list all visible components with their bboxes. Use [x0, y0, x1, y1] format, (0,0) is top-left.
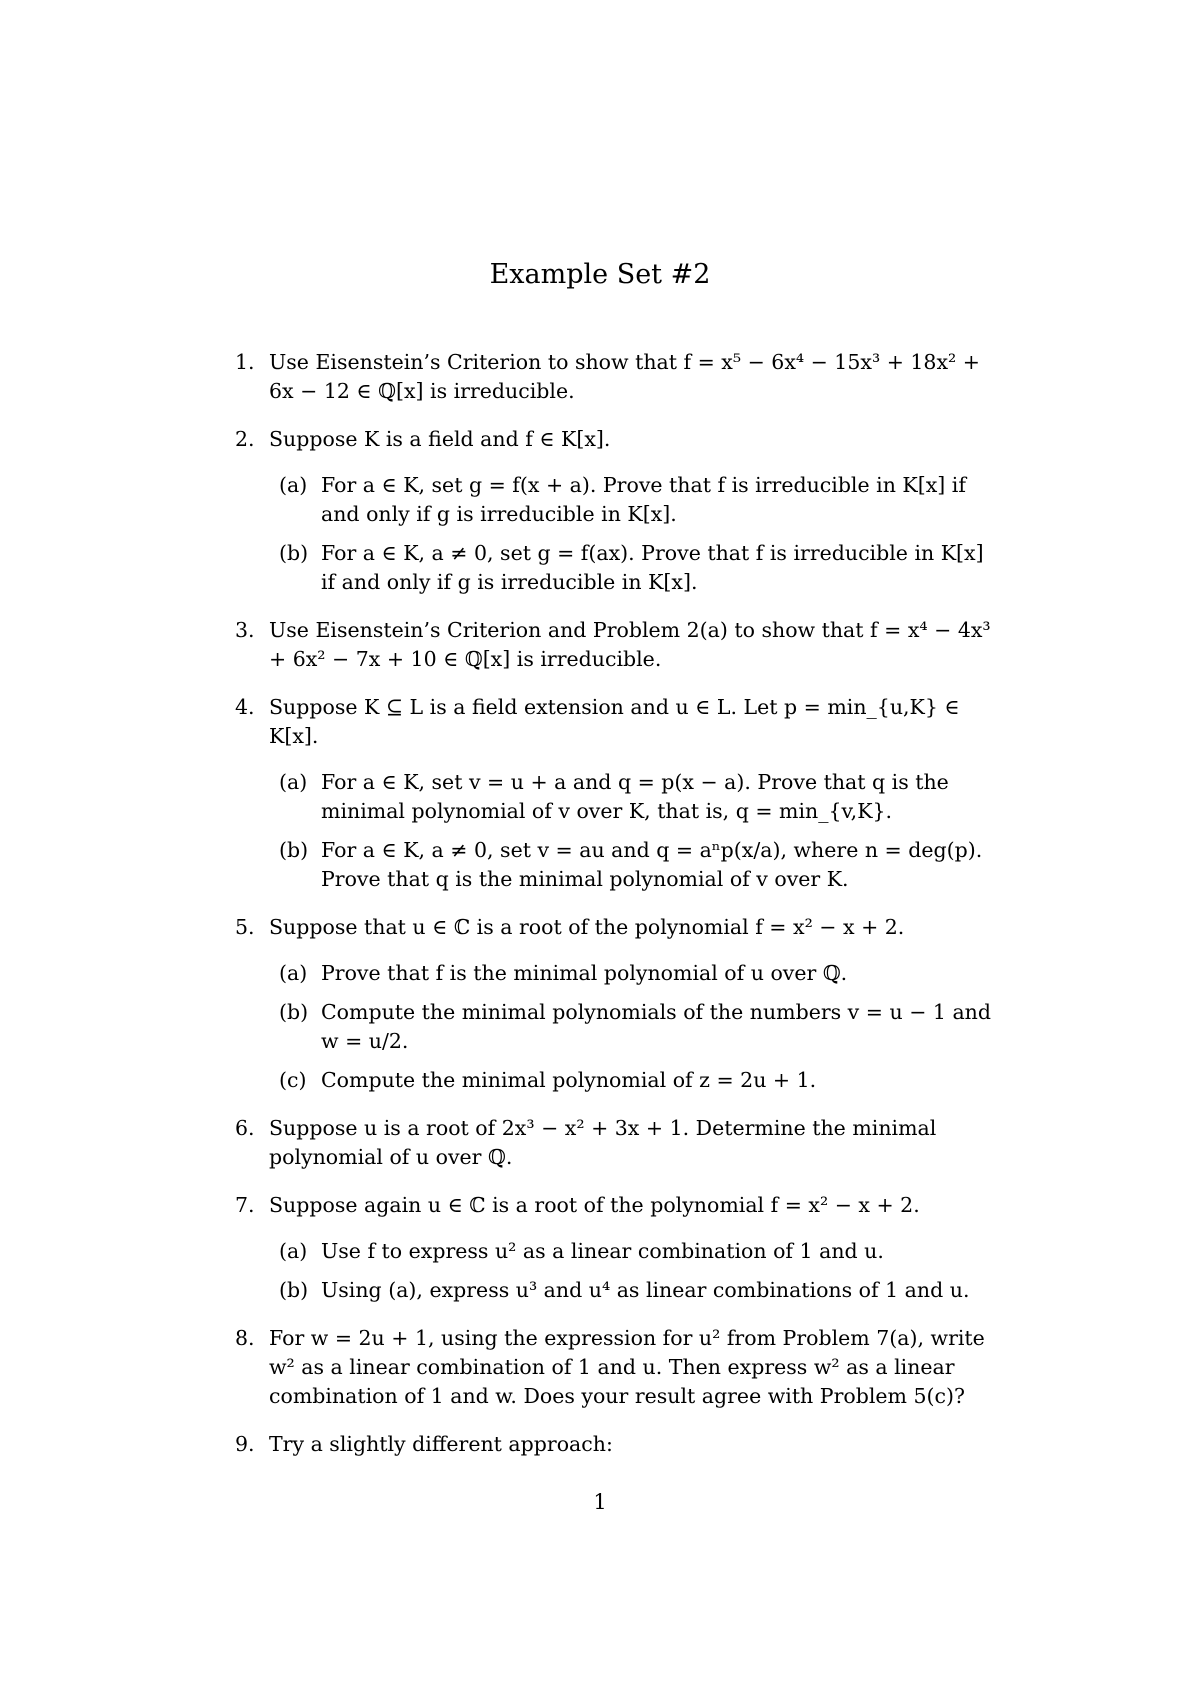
problem-number: 6. [235, 1116, 255, 1140]
problem-item [235, 425, 995, 597]
problem-item [235, 1191, 995, 1305]
subpart-label: (a) [279, 961, 308, 985]
problem-text: Suppose K is a field and f ∈ K[x]. [269, 427, 611, 451]
subpart-label: (b) [279, 541, 309, 565]
subpart-item [269, 1237, 995, 1266]
problem-item [235, 913, 995, 1095]
subpart-item [269, 1066, 995, 1095]
subpart-label: (a) [279, 1239, 308, 1263]
problem-item [235, 1324, 995, 1411]
problem-item [235, 1114, 995, 1172]
subpart-text: Use f to express u² as a linear combination of 1 and u. [321, 1239, 884, 1263]
problem-number: 7. [235, 1193, 255, 1217]
subpart-item [269, 959, 995, 988]
subpart-text: Using (a), express u³ and u⁴ as linear combinations of 1 and u. [321, 1278, 970, 1302]
subpart-item [269, 1276, 995, 1305]
subpart-label: (a) [279, 770, 308, 794]
problem-text: Use Eisenstein’s Criterion and Problem 2(a) to show that f = x⁴ − 4x³ + 6x² − 7x + 10 ∈ ℚ[x] is irreducible. [269, 618, 991, 671]
subpart-text: Prove that f is the minimal polynomial of u over ℚ. [321, 961, 848, 985]
problem-text: For w = 2u + 1, using the expression for u² from Problem 7(a), write w² as a linear combination of 1 and u. Then express w² as a linear combination of 1 and w. Does your result agree with Problem 5(c)? [269, 1326, 985, 1408]
problem-text: Suppose K ⊆ L is a field extension and u ∈ L. Let p = min_{u,K} ∈ K[x]. [269, 695, 960, 748]
problem-text: Try a slightly different approach: [269, 1432, 613, 1456]
subpart-text: Compute the minimal polynomials of the numbers v = u − 1 and w = u/2. [321, 1000, 991, 1053]
subpart-item [269, 768, 995, 826]
problem-text: Suppose that u ∈ ℂ is a root of the polynomial f = x² − x + 2. [269, 915, 905, 939]
problem-item [235, 348, 995, 406]
subpart-list [269, 768, 995, 894]
subpart-item [269, 471, 995, 529]
problem-text: Use Eisenstein’s Criterion to show that f = x⁵ − 6x⁴ − 15x³ + 18x² + 6x − 12 ∈ ℚ[x] is irreducible. [269, 350, 980, 403]
subpart-list [269, 959, 995, 1095]
problem-number: 9. [235, 1432, 255, 1456]
subpart-list [269, 471, 995, 597]
problem-text: Suppose u is a root of 2x³ − x² + 3x + 1. Determine the minimal polynomial of u over ℚ. [269, 1116, 937, 1169]
subpart-list [269, 1237, 995, 1305]
subpart-label: (a) [279, 473, 308, 497]
subpart-item [269, 998, 995, 1056]
problem-number: 8. [235, 1326, 255, 1350]
page-number: 1 [593, 1490, 607, 1514]
problem-item [235, 1430, 995, 1459]
subpart-text: Compute the minimal polynomial of z = 2u + 1. [321, 1068, 817, 1092]
problem-number: 2. [235, 427, 255, 451]
subpart-item [269, 539, 995, 597]
subpart-label: (b) [279, 838, 309, 862]
problem-item [235, 616, 995, 674]
problem-number: 5. [235, 915, 255, 939]
subpart-label: (b) [279, 1000, 309, 1024]
subpart-label: (c) [279, 1068, 307, 1092]
subpart-text: For a ∈ K, a ≠ 0, set g = f(ax). Prove that f is irreducible in K[x] if and only if g is irreducible in K[x]. [321, 541, 984, 594]
problem-number: 1. [235, 350, 255, 374]
subpart-text: For a ∈ K, a ≠ 0, set v = au and q = aⁿp(x/a), where n = deg(p). Prove that q is the minimal polynomial of v over K. [321, 838, 983, 891]
page-title: Example Set #2 [489, 259, 711, 290]
problem-text: Suppose again u ∈ ℂ is a root of the polynomial f = x² − x + 2. [269, 1193, 920, 1217]
subpart-label: (b) [279, 1278, 309, 1302]
problem-number: 4. [235, 695, 255, 719]
subpart-item [269, 836, 995, 894]
problem-list [235, 348, 995, 1478]
subpart-text: For a ∈ K, set v = u + a and q = p(x − a). Prove that q is the minimal polynomial of v over K, that is, q = min_{v,K}. [321, 770, 949, 823]
problem-number: 3. [235, 618, 255, 642]
problem-item [235, 693, 995, 894]
subpart-text: For a ∈ K, set g = f(x + a). Prove that f is irreducible in K[x] if and only if g is irreducible in K[x]. [321, 473, 966, 526]
